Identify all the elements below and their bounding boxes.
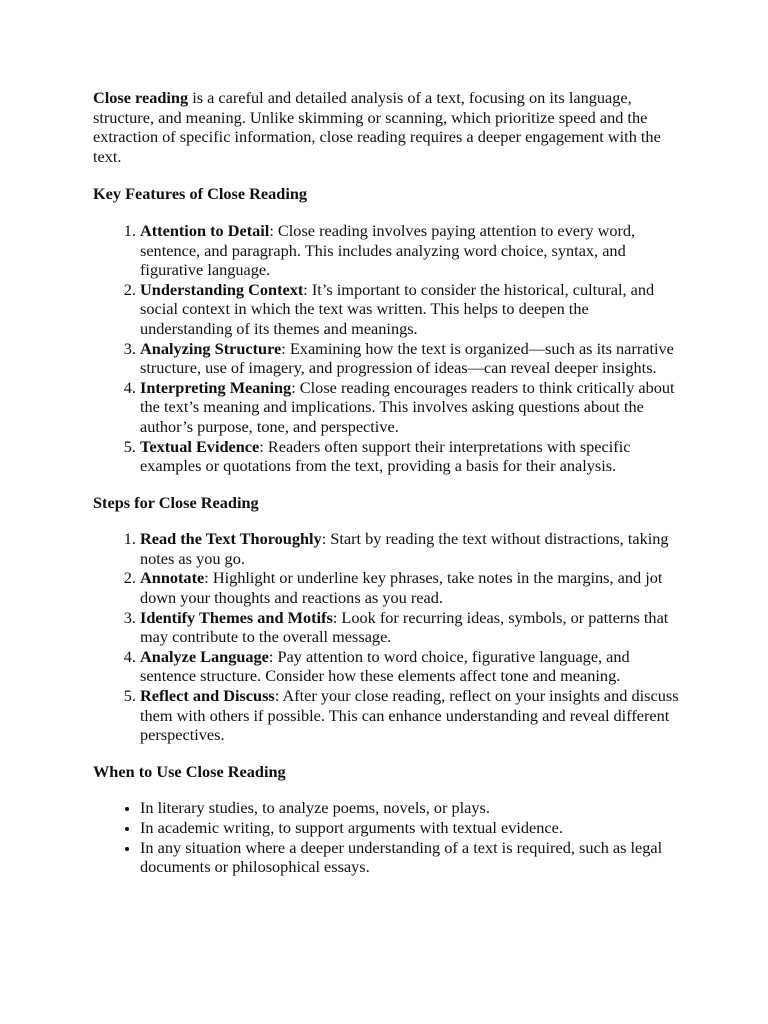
intro-text: is a careful and detailed analysis of a text, focusing on its language, structure, and meaning. Unlike skimming or scanning, which prioritize speed and the extraction of specific information, close reading requires a deeper engagement with the text. bbox=[93, 88, 661, 166]
item-term: Analyze Language bbox=[140, 646, 269, 666]
item-text: : After your close reading, reflect on your insights and discuss them with others if possible. This can enhance understanding and reveal different perspectives. bbox=[140, 686, 679, 745]
list-item bbox=[140, 568, 683, 607]
item-text: : Pay attention to word choice, figurative language, and sentence structure. Consider how these elements affect tone and meaning. bbox=[140, 646, 630, 686]
list-item bbox=[140, 647, 683, 686]
features-heading: Key Features of Close Reading bbox=[93, 184, 308, 204]
list-item bbox=[140, 339, 683, 378]
item-term: Annotate bbox=[140, 568, 205, 588]
bullet-item: • In literary studies, to analyze poems, novels, or plays. bbox=[140, 798, 683, 818]
list-item bbox=[140, 221, 683, 280]
item-term: Interpreting Meaning bbox=[140, 377, 292, 397]
item-term: Analyzing Structure bbox=[140, 338, 282, 358]
item-text: : Close reading encourages readers to think critically about the text’s meaning and implications. This involves asking questions about the author’s purpose, tone, and perspective. bbox=[140, 377, 675, 436]
item-term: Read the Text Thoroughly bbox=[140, 529, 322, 549]
item-text: : Look for recurring ideas, symbols, or patterns that may contribute to the overall message. bbox=[140, 607, 669, 647]
item-text: : Start by reading the text without distractions, taking notes as you go. bbox=[140, 529, 669, 568]
intro-paragraph bbox=[93, 88, 683, 166]
list-item bbox=[140, 378, 683, 437]
list-item bbox=[140, 529, 683, 568]
item-term: Attention to Detail bbox=[140, 220, 270, 240]
list-item bbox=[140, 437, 683, 476]
document-page bbox=[93, 88, 683, 894]
intro-term: Close reading bbox=[93, 88, 189, 107]
item-text: : Highlight or underline key phrases, take notes in the margins, and jot down your thoughts and reactions as you read. bbox=[140, 568, 663, 608]
item-term: Reflect and Discuss bbox=[140, 686, 275, 706]
steps-list bbox=[93, 529, 683, 745]
item-text: : Close reading involves paying attention to every word, sentence, and paragraph. This includes analyzing word choice, syntax, and figurative language. bbox=[140, 220, 636, 280]
list-item bbox=[140, 686, 683, 745]
bullet-item: • In any situation where a deeper understanding of a text is required, such as legal documents or philosophical essays. bbox=[140, 838, 683, 877]
list-item bbox=[140, 608, 683, 647]
item-term: Understanding Context bbox=[140, 279, 304, 299]
item-term: Identify Themes and Motifs bbox=[140, 607, 333, 627]
features-list bbox=[93, 221, 683, 476]
item-text: : Readers often support their interpretations with specific examples or quotations from the text, providing a basis for their analysis. bbox=[140, 436, 631, 476]
item-text: : Examining how the text is organized—such as its narrative structure, use of imagery, and progression of ideas—can reveal deeper insights. bbox=[140, 338, 674, 378]
item-text: : It’s important to consider the historical, cultural, and social context in which the text was written. This helps to deepen the understanding of its themes and meanings. bbox=[140, 279, 655, 338]
list-item bbox=[140, 280, 683, 339]
usage-list bbox=[93, 798, 683, 876]
item-term: Textual Evidence bbox=[140, 436, 260, 456]
bullet-item: • In academic writing, to support arguments with textual evidence. bbox=[140, 818, 683, 838]
usage-heading: When to Use Close Reading bbox=[93, 761, 286, 781]
steps-heading: Steps for Close Reading bbox=[93, 492, 259, 512]
